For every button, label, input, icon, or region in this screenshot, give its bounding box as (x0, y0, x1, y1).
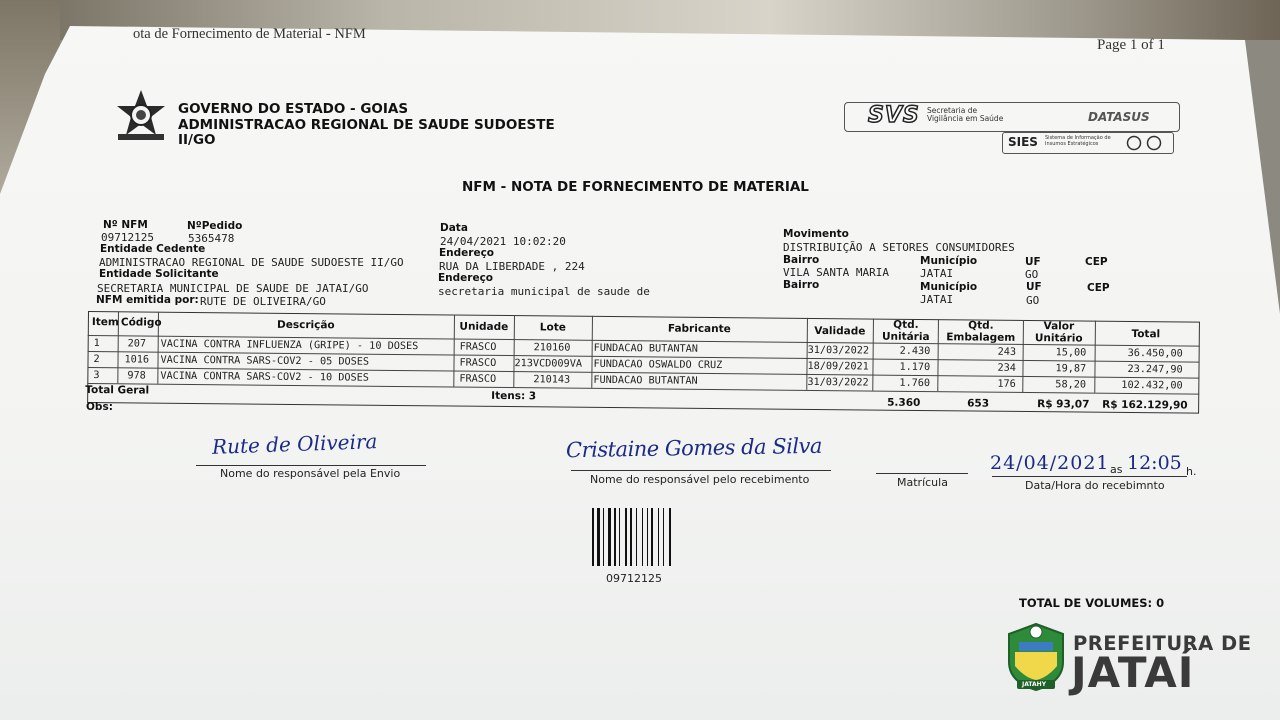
envio-signature-line (196, 465, 426, 466)
envio-label: Nome do responsável pela Envio (220, 467, 401, 480)
datasus-logo: DATASUS (1088, 110, 1150, 124)
municipio-value-2: JATAI (920, 293, 954, 306)
cell-fabricante: FUNDACAO BUTANTAN (593, 374, 698, 387)
header-line-1: GOVERNO DO ESTADO - GOIAS (178, 101, 409, 117)
bairro-label-2: Bairro (783, 279, 820, 291)
cell-qtd-unit: 1.170 (899, 361, 931, 374)
municipio-label-1: Município (920, 255, 978, 267)
cell-item: 3 (93, 370, 100, 382)
h-label: h. (1186, 465, 1197, 478)
municipio-label-2: Município (920, 281, 978, 293)
cell-unidade: FRASCO (459, 357, 497, 369)
cell-valor-unit: 58,20 (1055, 379, 1087, 391)
uf-label-2: UF (1026, 281, 1042, 293)
barcode-bar (642, 508, 643, 566)
movimento-value: DISTRIBUIÇÃO A SETORES CONSUMIDORES (783, 241, 1015, 254)
cell-codigo: 978 (127, 370, 146, 382)
th-qtd-emb: Qtd. Embalagem (946, 319, 1016, 344)
municipio-value-1: JATAI (920, 267, 954, 280)
pedido-label: NºPedido (187, 220, 243, 232)
th-descricao: Descrição (277, 318, 335, 332)
barcode-bar (608, 508, 611, 566)
recebimento-label: Nome do responsável pelo recebimento (590, 473, 810, 486)
document-title: NFM - NOTA DE FORNECIMENTO DE MATERIAL (462, 179, 809, 195)
obs-label: Obs: (86, 401, 113, 413)
cell-item: 1 (93, 338, 100, 350)
uf-value-2: GO (1026, 294, 1040, 307)
nfm-label: Nº NFM (103, 219, 148, 231)
nfm-value: 09712125 (101, 231, 154, 244)
pedido-value: 5365478 (188, 232, 235, 245)
coat-of-arms-icon (112, 88, 170, 150)
barcode-bar (630, 508, 632, 566)
total-valor-unit: R$ 93,07 (1037, 398, 1090, 411)
th-codigo: Código (120, 316, 162, 329)
cell-qtd-unit: 1.760 (899, 377, 931, 390)
total-total: R$ 162.129,90 (1102, 398, 1188, 412)
endereco-value-1: RUA DA LIBERDADE , 224 (439, 260, 585, 273)
envio-signature: Rute de Oliveira (211, 429, 378, 459)
th-total: Total (1131, 328, 1161, 341)
uf-label-1: UF (1025, 256, 1041, 268)
matricula-line (876, 473, 968, 474)
cell-validade: 31/03/2022 (807, 344, 870, 357)
cedente-label: Entidade Cedente (100, 243, 206, 255)
svs-logo-text: SVS (868, 103, 920, 128)
endereco-value-2: secretaria municipal de saude de (438, 285, 650, 298)
barcode-bar (625, 508, 627, 566)
cell-lote: 210143 (533, 374, 571, 386)
header-line-3: II/GO (178, 132, 216, 148)
emitida-label: NFM emitida por: (96, 294, 199, 306)
matricula-label: Matrícula (897, 476, 948, 489)
cell-qtd-emb: 234 (997, 362, 1016, 374)
barcode-bar (619, 508, 620, 566)
top-title: ota de Fornecimento de Material - NFM (133, 26, 366, 42)
barcode-bar (614, 508, 616, 566)
cell-validade: 18/09/2021 (807, 360, 869, 373)
th-item: Item (91, 316, 119, 329)
barcode-bar (658, 508, 659, 566)
data-hora-line (992, 476, 1187, 477)
th-fabricante: Fabricante (667, 322, 731, 336)
th-validade: Validade (814, 324, 866, 338)
receipt-time-handwritten: 12:05 (1127, 452, 1182, 474)
cell-total: 36.450,00 (1127, 347, 1183, 360)
cell-descricao: VACINA CONTRA SARS-COV2 - 10 DOSES (160, 370, 369, 384)
cell-lote: 213VCD009VA (514, 358, 583, 370)
cell-codigo: 1016 (124, 354, 150, 366)
th-lote: Lote (539, 321, 566, 334)
cell-unidade: FRASCO (459, 341, 497, 353)
as-label: as (1110, 463, 1123, 476)
total-geral-label: Total Geral (85, 383, 150, 397)
movimento-label: Movimento (783, 228, 849, 240)
barcode-icon (592, 508, 684, 566)
recebimento-signature: Cristaine Gomes da Silva (565, 433, 823, 463)
th-unidade: Unidade (459, 320, 509, 334)
sies-logo-text: SIES (1008, 135, 1038, 149)
cell-descricao: VACINA CONTRA SARS-COV2 - 05 DOSES (160, 354, 370, 368)
endereco-label-1: Endereço (439, 247, 495, 259)
cell-fabricante: FUNDACAO BUTANTAN (593, 342, 698, 355)
cell-lote: 210160 (533, 342, 571, 354)
barcode-bar (636, 508, 637, 566)
total-volumes: TOTAL DE VOLUMES: 0 (1019, 596, 1165, 610)
cell-fabricante: FUNDACAO OSWALDO CRUZ (593, 358, 723, 372)
barcode-bar (597, 508, 600, 566)
endereco-label-2: Endereço (438, 272, 494, 284)
cep-label-1: CEP (1085, 256, 1108, 268)
cell-validade: 31/03/2022 (807, 376, 869, 389)
th-qtd-unit: Qtd. Unitária (881, 318, 930, 344)
barcode-number: 09712125 (606, 572, 662, 585)
barcode-bar (603, 508, 604, 566)
sies-seal-icon (1126, 135, 1166, 155)
cell-codigo: 207 (127, 338, 147, 350)
cedente-value: ADMINISTRACAO REGIONAL DE SAUDE SUDOESTE II/GO (99, 256, 404, 269)
solicitante-label: Entidade Solicitante (99, 268, 219, 280)
cell-valor-unit: 19,87 (1055, 363, 1087, 375)
uf-value-1: GO (1025, 268, 1039, 281)
cell-item: 2 (93, 354, 100, 366)
total-qtd-emb: 653 (967, 397, 990, 410)
sies-subtitle: Sistema de Informação de Insumos Estratégicos (1045, 135, 1111, 147)
jatai-seal-text: JATAHY (1022, 681, 1047, 688)
page-number: Page 1 of 1 (1097, 37, 1165, 53)
solicitante-value: SECRETARIA MUNICIPAL DE SAUDE DE JATAI/GO (97, 282, 369, 295)
data-value: 24/04/2021 10:02:20 (440, 235, 566, 248)
barcode-bar (651, 508, 653, 566)
cell-total: 23.247,90 (1127, 363, 1183, 376)
cep-label-2: CEP (1087, 282, 1110, 294)
itens-count: Itens: 3 (491, 389, 537, 403)
cell-qtd-unit: 2.430 (899, 345, 931, 358)
bairro-label-1: Bairro (783, 254, 820, 266)
barcode-bar (592, 508, 594, 566)
recebimento-signature-line (571, 470, 831, 471)
data-label: Data (440, 222, 468, 234)
cell-qtd-emb: 176 (997, 378, 1016, 390)
cell-descricao: VACINA CONTRA INFLUENZA (GRIPE) - 10 DOSES (160, 338, 419, 353)
cell-unidade: FRASCO (459, 373, 497, 385)
prefeitura-line-2: JATAÍ (1071, 648, 1195, 697)
prefeitura-line-1: PREFEITURA DE (1073, 632, 1252, 655)
items-table (87, 311, 1200, 418)
bairro-value-1: VILA SANTA MARIA (783, 266, 889, 279)
barcode-bar (663, 508, 664, 566)
th-valor-unit: Valor Unitário (1034, 320, 1083, 345)
barcode-bar (669, 508, 671, 566)
svs-subtitle: Secretaria de Vigilância em Saúde (927, 106, 1004, 123)
header-line-2: ADMINISTRACAO REGIONAL DE SAUDE SUDOESTE (178, 117, 555, 133)
barcode-bar (647, 508, 648, 566)
emitida-value: RUTE DE OLIVEIRA/GO (200, 295, 326, 308)
cell-total: 102.432,00 (1121, 379, 1183, 392)
cell-valor-unit: 15,00 (1055, 347, 1087, 359)
receipt-date-handwritten: 24/04/2021 (990, 452, 1110, 474)
cell-qtd-emb: 243 (997, 346, 1017, 358)
data-hora-label: Data/Hora do recebimnto (1025, 479, 1165, 492)
total-qtd-unit: 5.360 (887, 396, 921, 409)
